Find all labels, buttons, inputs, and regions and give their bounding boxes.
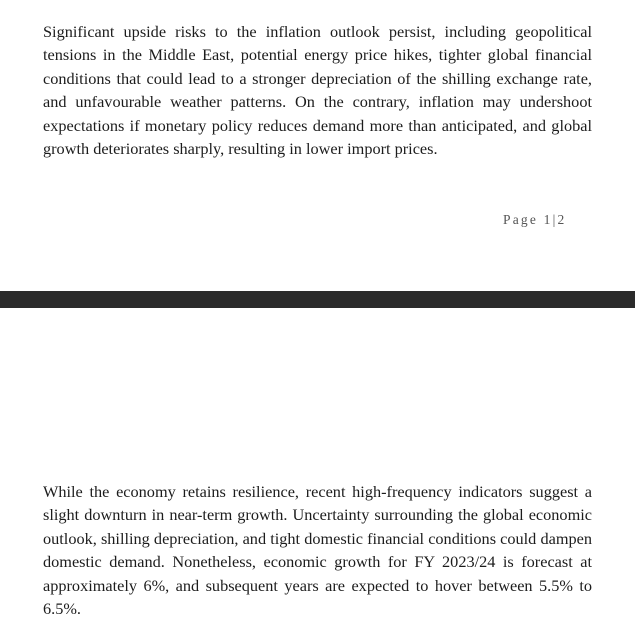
paragraph-inflation-risks: Significant upside risks to the inflation outlook persist, including geopolitical tensions in the Middle East, potential energy price hikes, tighter global financial conditions that could lead to a stronger depreciation of the shilling exchange rate, and unfavourable weather patterns. On the contrary, inflation may undershoot expectations if monetary policy reduces demand more than anticipated, and global growth deteriorates sharply, resulting in lower import prices. <box>43 22 592 159</box>
paragraph-growth-outlook: While the economy retains resilience, recent high-frequency indicators suggest a slight downturn in near-term growth. Uncertainty surrounding the global economic outlook, shilling depreciation, and tight domestic financial conditions could dampen domestic demand. Nonetheless, economic growth for FY 2023/24 is forecast at approximately 6%, and subsequent years are expected to hover between 5.5% to 6.5%. <box>43 482 592 619</box>
page-break-divider <box>0 291 635 308</box>
page-number: Page 1|2 <box>503 212 567 227</box>
